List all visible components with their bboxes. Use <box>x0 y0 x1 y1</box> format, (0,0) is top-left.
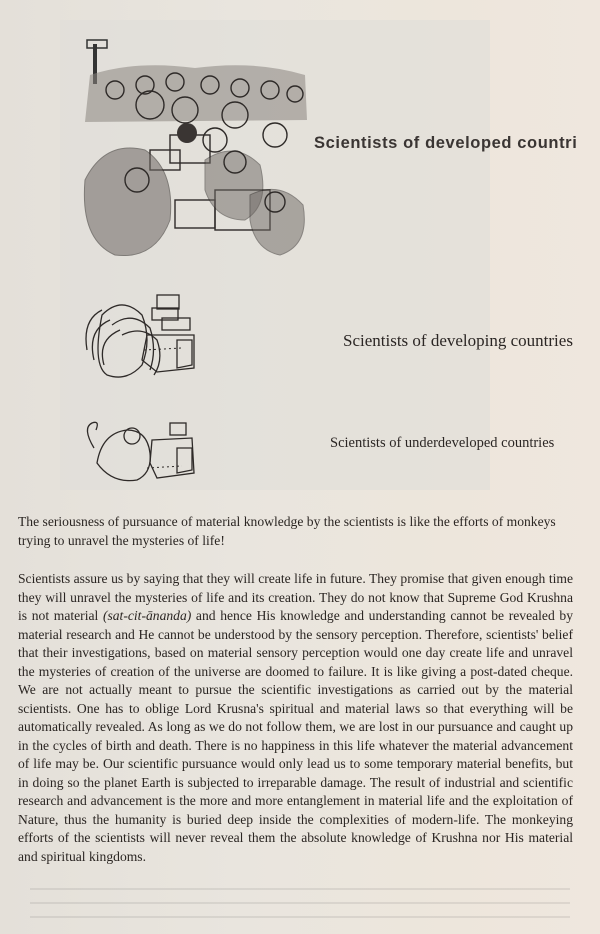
body-text-part1: Scientists assure us by saying that they will create life in future. They promise that given enough time they will unravel the mysteries of life and its creation. They do not know that Supreme God Krushna is not material <box>18 571 573 623</box>
three-monkeys-typewriter-icon <box>82 290 197 385</box>
intro-paragraph: The seriousness of pursuance of material knowledge by the scientists is like the efforts of monkeys trying to unravel the mysteries of life! <box>18 514 556 548</box>
caption-underdeveloped-countries: Scientists of underdeveloped countries <box>330 435 555 451</box>
developing-countries-illustration <box>82 290 197 385</box>
caption-developing-countries: Scientists of developing countries <box>343 331 573 350</box>
caption-developed-countries: Scientists of developed countri <box>314 134 578 152</box>
body-text-part2: and hence His knowledge and understanding cannot be revealed by material research and He cannot be understood by the sensory perception. Therefore, scientists' belief that their investigations, based on material sensory perception would one day create life and unravel the mysteries of creation of the universe are doomed to failure. It is like giving a post-dated cheque. We are not actually meant to pursue the scientific investigations as carried out by the material scientists. One has to oblige Lord Krusna's spiritual and material laws so that everything will be automatically revealed. As long as we do not follow them, we are lost in our pursuance and caught up in the cycles of birth and death. There is no happiness in this life whatever the material advancement of life may be. Our scientific pursuance would only lead us to some temporary material benefits, but in doing so the planet Earth is subjected to irreparable damage. The result of industrial and scientific research and advancement is the more and more entanglement in material life and the exploitation of Nature, thus the humanity is buried deep inside the complexities of modern-life. The monkeying efforts of the scientists will never reveal them the absolute knowledge of Krushna nor His material and spiritual kingdoms. <box>18 608 573 864</box>
monkeys-crowd-icon <box>75 30 315 270</box>
body-text-italic: (sat-cit-ānanda) <box>102 608 192 623</box>
underdeveloped-countries-illustration <box>82 418 197 486</box>
developed-countries-illustration <box>75 30 315 270</box>
single-monkey-typewriter-icon <box>82 418 197 486</box>
body-paragraph <box>18 570 573 866</box>
reverse-side-bleed-through <box>30 888 570 928</box>
